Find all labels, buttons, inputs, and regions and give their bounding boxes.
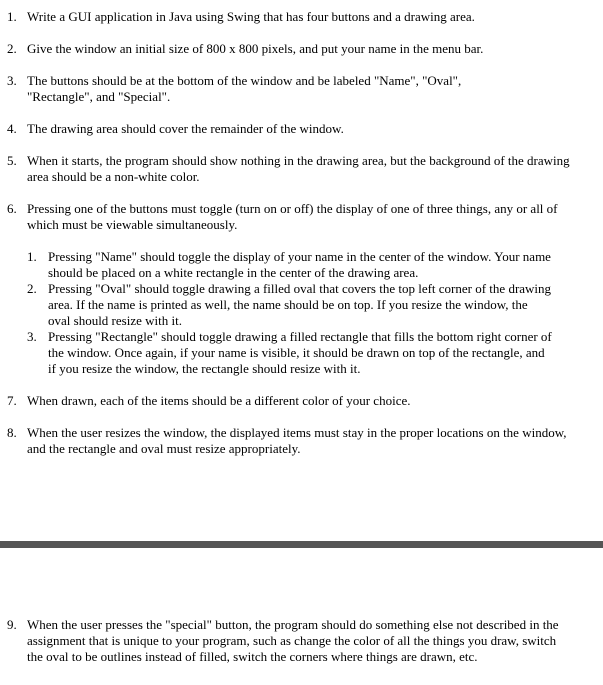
item-text: When the user resizes the window, the displayed items must stay in the proper locations on the window, and the rectangle and oval must resize appropriately.: [27, 425, 567, 456]
item-number: 3.: [7, 73, 17, 88]
item-number: 5.: [7, 153, 17, 168]
sub-item-number: 2.: [27, 281, 37, 296]
item-number: 7.: [7, 393, 17, 408]
item-text: When it starts, the program should show nothing in the drawing area, but the background of the drawing area should be a non-white color.: [27, 153, 570, 184]
sub-item-number: 3.: [27, 329, 37, 344]
sub-item-text: Pressing "Name" should toggle the display of your name in the center of the window. Your name should be placed on a white rectangle in the center of the drawing area.: [48, 249, 551, 280]
item-text: Write a GUI application in Java using Swing that has four buttons and a drawing area.: [27, 9, 475, 24]
item-number: 4.: [7, 121, 17, 136]
item-number: 6.: [7, 201, 17, 216]
item-text: When drawn, each of the items should be a different color of your choice.: [27, 393, 411, 408]
item-text: Pressing one of the buttons must toggle (turn on or off) the display of one of three things, any or all of which must be viewable simultaneously.: [27, 201, 558, 232]
sub-item-text: Pressing "Rectangle" should toggle drawing a filled rectangle that fills the bottom right corner of the window. Once again, if your name is visible, it should be drawn on top of the rectangle, and if you resize the window, the rectangle should resize with it.: [48, 329, 552, 376]
item-number: 8.: [7, 425, 17, 440]
item-number: 2.: [7, 41, 17, 56]
item-number: 1.: [7, 9, 17, 24]
item-number: 9.: [7, 617, 17, 632]
item-text: The drawing area should cover the remainder of the window.: [27, 121, 344, 136]
page-divider: [0, 541, 603, 548]
item-text: Give the window an initial size of 800 x 800 pixels, and put your name in the menu bar.: [27, 41, 484, 56]
item-text: The buttons should be at the bottom of the window and be labeled "Name", "Oval", "Rectangle", and "Special".: [27, 73, 462, 104]
sub-item-number: 1.: [27, 249, 37, 264]
sub-item-text: Pressing "Oval" should toggle drawing a filled oval that covers the top left corner of the drawing area. If the name is printed as well, the name should be on top. If you resize the window, the oval should resize with it.: [48, 281, 552, 328]
item-text: When the user presses the "special" button, the program should do something else not described in the assignment that is unique to your program, such as change the color of all the things you draw, switch the oval to be outlines instead of filled, switch the corners where things are drawn, etc.: [27, 617, 559, 664]
